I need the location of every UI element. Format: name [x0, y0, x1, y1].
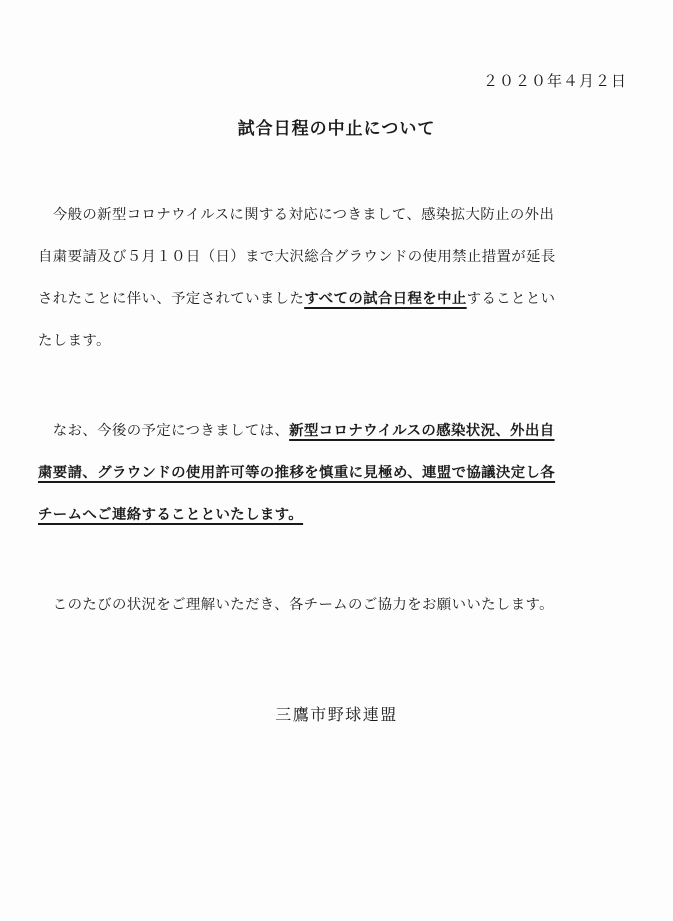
text-segment: されたことに伴い、予定されていました — [38, 291, 305, 307]
underlined-emphasis: 粛要請、グラウンドの使用許可等の推移を慎重に見極め、連盟で協議決定し各 — [38, 465, 556, 481]
paragraph-closing-request — [38, 584, 638, 626]
paragraph-line: このたびの状況をご理解いただき、各チームのご協力をお願いいたします。 — [38, 597, 554, 613]
underlined-emphasis: チームへご連絡することといたします。 — [38, 507, 304, 523]
text-segment: することとい — [466, 291, 556, 307]
paragraph-line — [38, 278, 638, 320]
document-title: 試合日程の中止について — [237, 119, 436, 139]
paragraph-line — [38, 410, 638, 452]
paragraph-future-schedule — [38, 410, 638, 536]
paragraph-line — [38, 494, 638, 536]
paragraph-line — [38, 452, 638, 494]
underlined-emphasis: 新型コロナウイルスの感染状況、外出自 — [289, 423, 555, 439]
document-date: ２０２０年４月２日 — [482, 72, 627, 90]
paragraph-line: 今般の新型コロナウイルスに関する対応につきまして、感染拡大防止の外出 — [38, 207, 555, 223]
paragraph-line: たします。 — [38, 333, 111, 349]
organization-name: 三鷹市野球連盟 — [275, 705, 398, 724]
underlined-emphasis: すべての試合日程を中止 — [304, 291, 467, 307]
paragraph-line: 自粛要請及び５月１０日（日）まで大沢総合グラウンドの使用禁止措置が延長 — [38, 249, 556, 265]
text-segment: なお、今後の予定につきましては、 — [38, 423, 290, 439]
paragraph-cancellation-notice — [38, 194, 638, 362]
